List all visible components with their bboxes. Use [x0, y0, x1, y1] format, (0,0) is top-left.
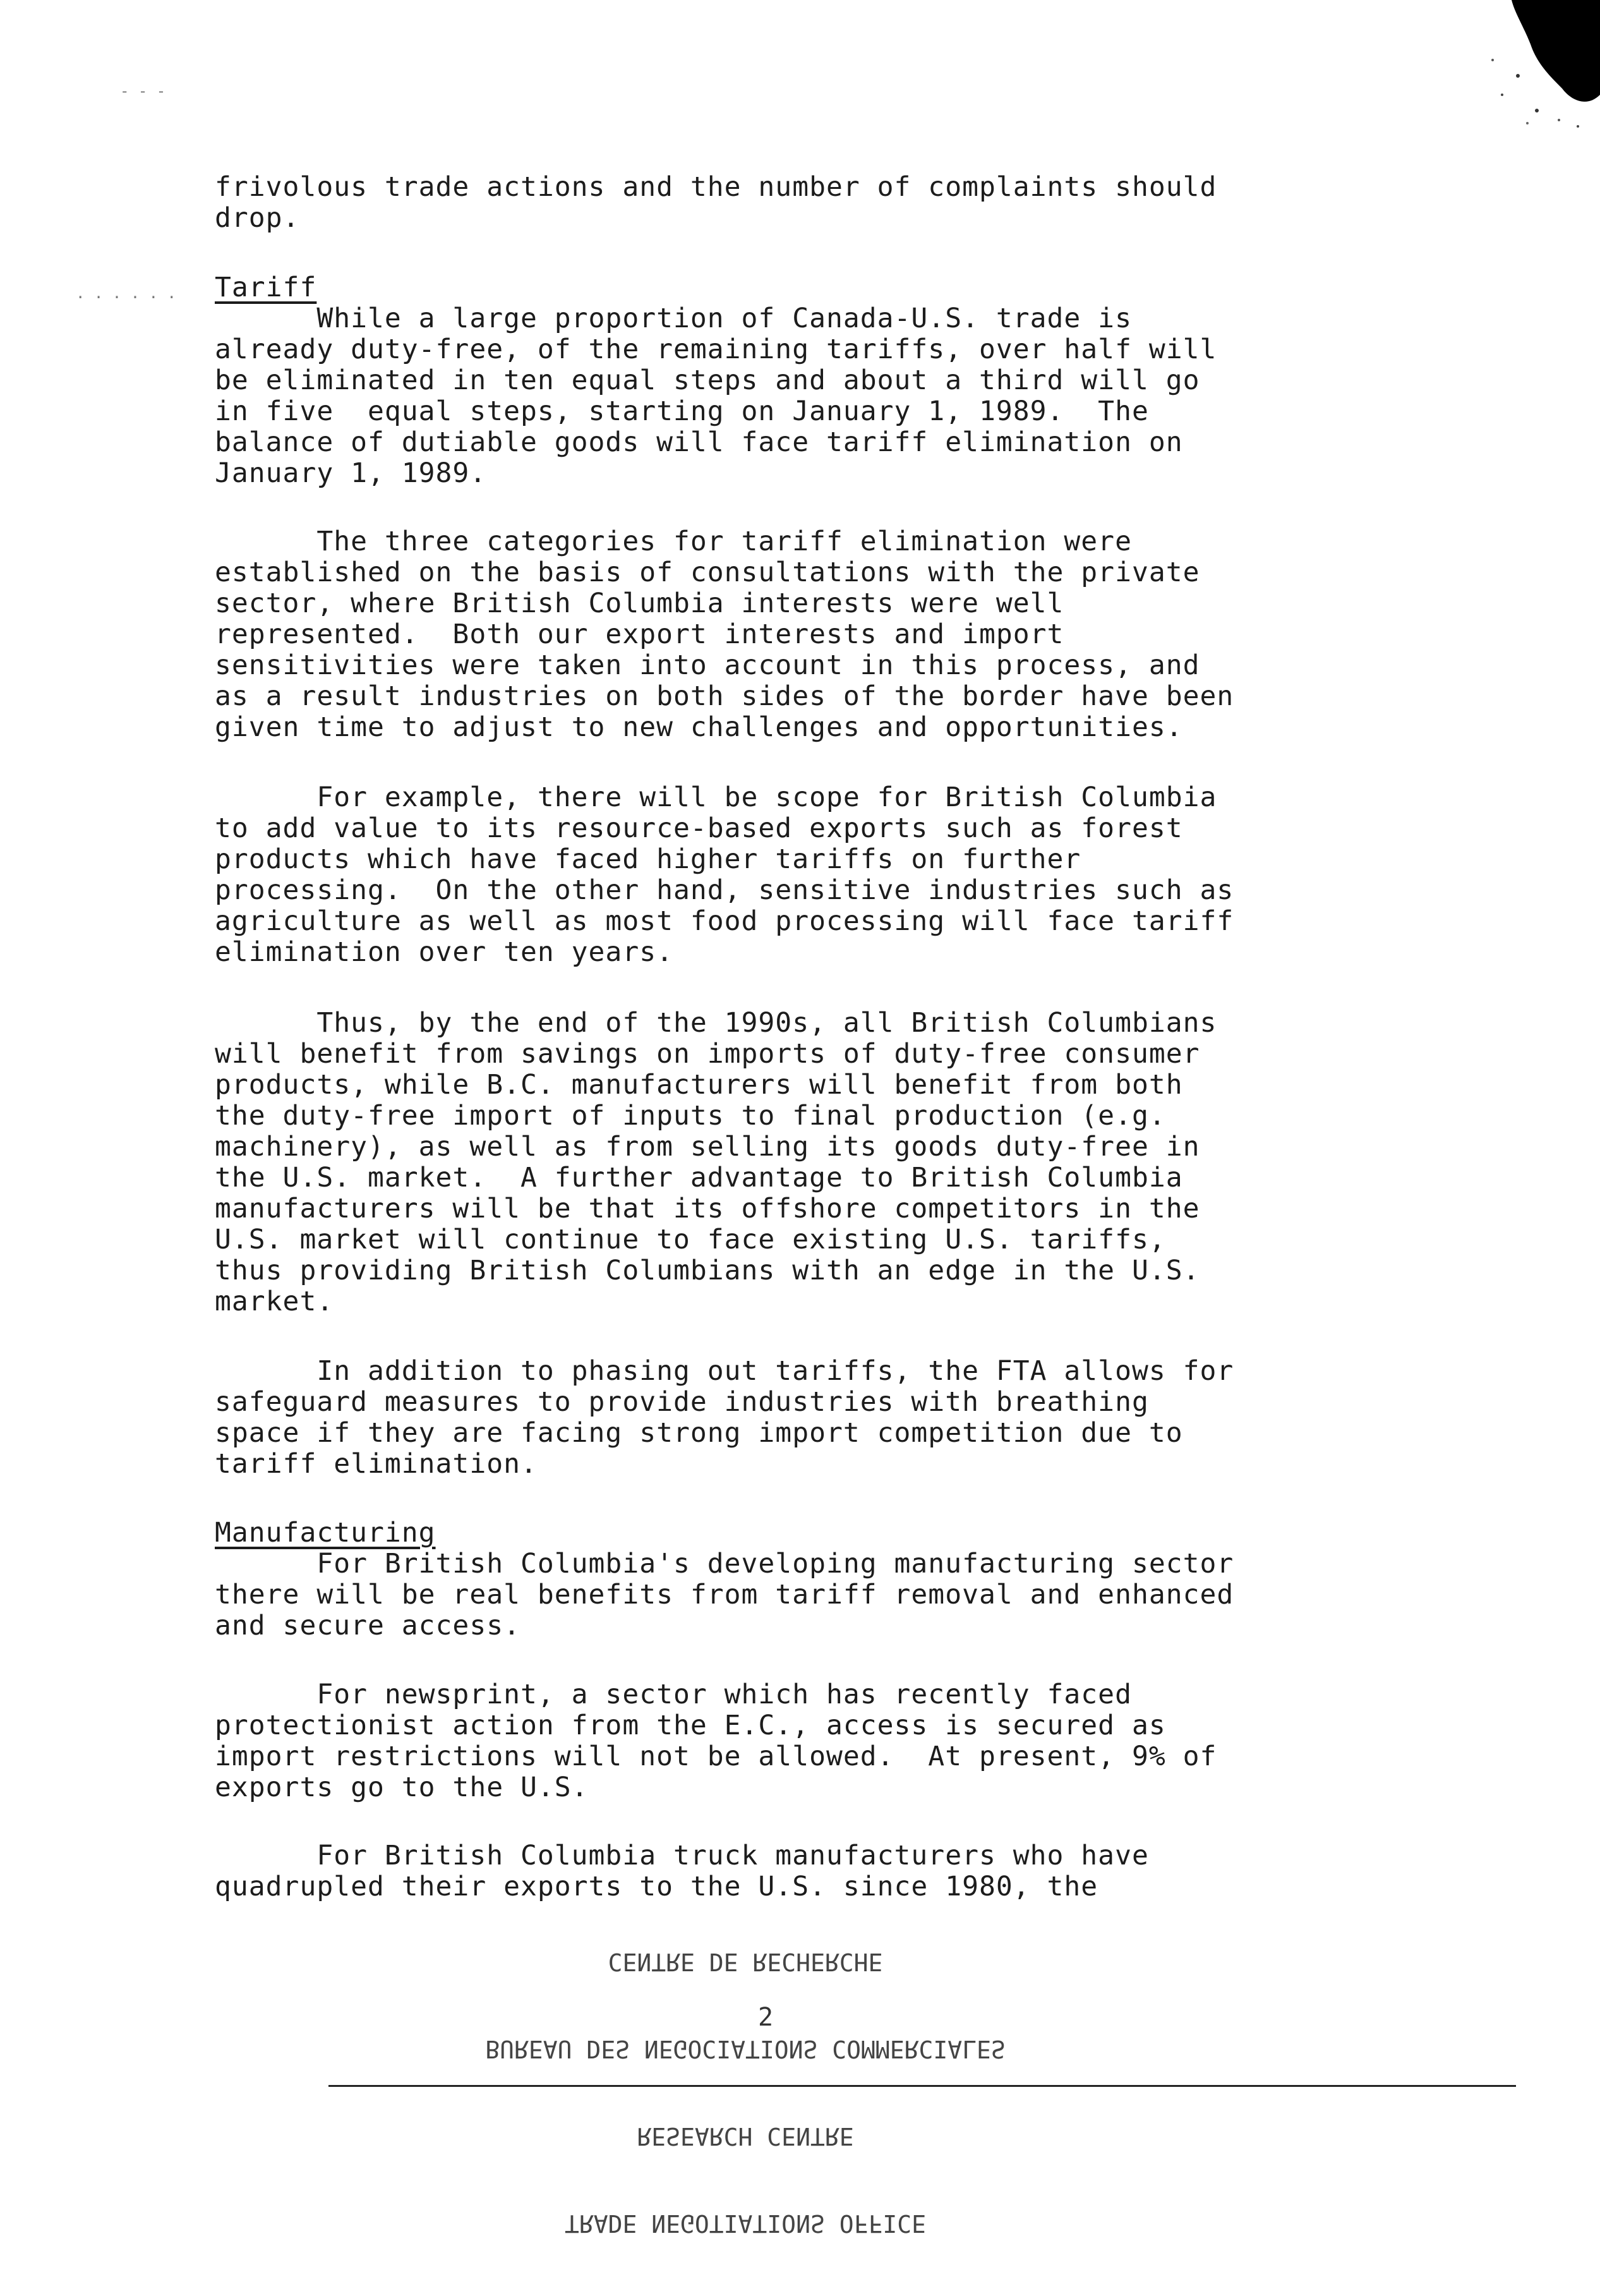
paragraph-7: For British Columbia's developing manufacturing sector there will be real benefits from tariff removal and enhanced and secure access. [215, 1548, 1234, 1641]
paragraph-2: While a large proportion of Canada-U.S. trade is already duty-free, of the remaining tariffs, over half will be eliminated in ten equal steps and about a third will go in five equal steps, starting on January 1, 1989. The balance of dutiable goods will face tariff elimination on January 1, 1989. [215, 303, 1217, 489]
library-stamp [430, 1889, 1061, 2296]
bottom-rule [328, 2085, 1516, 2087]
paragraph-3: The three categories for tariff elimination were established on the basis of consultations with the private sector, where British Columbia interests were well represented. Both our export interests and import sensitivities were taken into account in this process, and as a result industries on both sides of the border have been given time to adjust to new challenges and opportunities. [215, 526, 1234, 743]
heading-tariff: Tariff [215, 272, 317, 303]
paragraph-6: In addition to phasing out tariffs, the FTA allows for safeguard measures to provide industries with breathing space if they are facing strong import competition due to tariff elimination. [215, 1355, 1234, 1480]
paragraph-1: frivolous trade actions and the number of complaints should drop. [215, 171, 1217, 234]
stamp-line-3: BUREAU DES NEGOCIATIONS COMMERCIALES [485, 2035, 1006, 2063]
paragraph-9: For British Columbia truck manufacturers who have quadrupled their exports to the U.S. since 1980, the [215, 1840, 1149, 1902]
page-number: 2 [758, 2003, 774, 2032]
stamp-line-2: RESEARCH CENTRE [637, 2122, 854, 2150]
paragraph-5: Thus, by the end of the 1990s, all British Columbians will benefit from savings on imports of duty-free consumer products, while B.C. manufacturers will benefit from both the duty-free import of inputs to final production (e.g. machinery), as well as from selling its goods duty-free in the U.S. market. A further advantage to British Columbia manufacturers will be that its offshore competitors in the U.S. market will continue to face existing U.S. tariffs, thus providing British Columbians with an edge in the U.S. market. [215, 1007, 1217, 1317]
stamp-line-4: CENTRE DE RECHERCHE [608, 1948, 883, 1976]
stamp-line-1: TRADE NEGOTIATIONS OFFICE [565, 2209, 926, 2237]
scan-speck: . . . . . . [76, 284, 176, 302]
heading-manufacturing: Manufacturing [215, 1517, 436, 1549]
scan-speck: - - - [120, 82, 166, 100]
paragraph-8: For newsprint, a sector which has recently faced protectionist action from the E.C., access is secured as import restrictions will not be allowed. At present, 9% of exports go to the U.S. [215, 1679, 1217, 1803]
paragraph-4: For example, there will be scope for British Columbia to add value to its resource-based exports such as forest products which have faced higher tariffs on further processing. On the other hand, sensitive industries such as agriculture as well as most food processing will face tariff elimination over ten years. [215, 782, 1234, 968]
scan-ink-blot [1442, 0, 1600, 133]
